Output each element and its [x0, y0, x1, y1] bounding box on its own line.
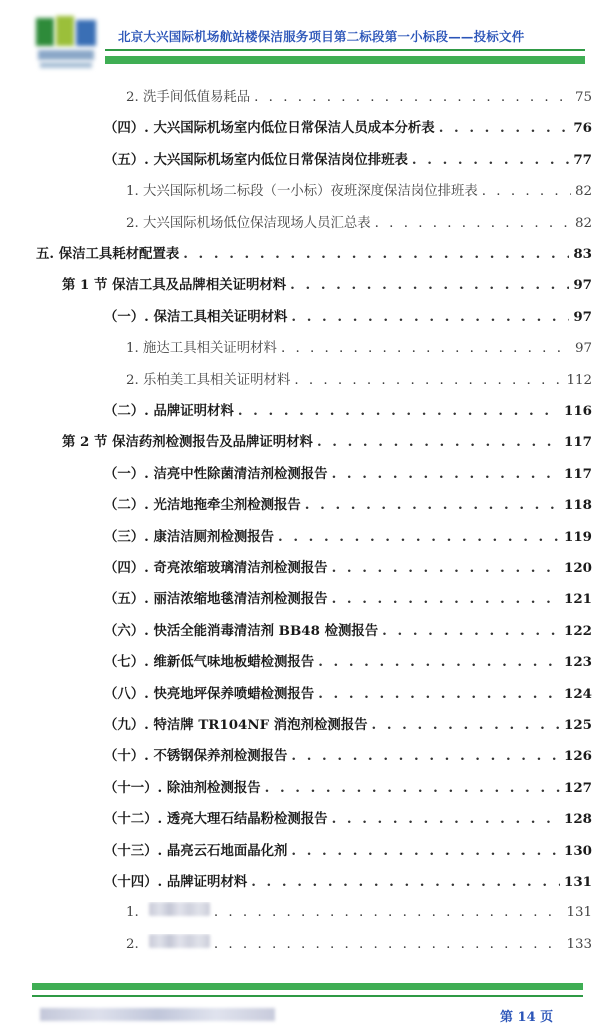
toc-entry-page: 77	[573, 151, 592, 168]
toc-entry[interactable]	[104, 714, 592, 736]
toc-entry[interactable]	[104, 745, 592, 767]
toc-entry[interactable]	[104, 808, 592, 830]
toc-entry[interactable]	[104, 526, 592, 548]
toc-entry[interactable]	[104, 588, 592, 610]
document-header-title: 北京大兴国际机场航站楼保洁服务项目第二标段第一小标段——投标文件	[118, 29, 525, 44]
toc-leader-dots	[412, 152, 569, 168]
toc-entry-page: 117	[564, 465, 592, 482]
toc-leader-dots	[318, 654, 560, 670]
toc-entry[interactable]	[126, 86, 592, 108]
toc-entry-label: （十四）. 品牌证明材料	[104, 874, 248, 890]
toc-entry-label: （二）. 品牌证明材料	[104, 403, 234, 419]
toc-entry-label: （二）. 光洁地拖牵尘剂检测报告	[104, 497, 301, 514]
toc-entry[interactable]	[126, 180, 592, 202]
footer-rule-thin	[32, 995, 583, 997]
toc-entry[interactable]	[104, 117, 592, 139]
toc-entry-label: 第 1 节 保洁工具及品牌相关证明材料	[62, 277, 287, 294]
toc-entry-page: 97	[573, 308, 592, 325]
toc-leader-dots	[439, 120, 570, 136]
toc-entry-blurred-text	[149, 934, 210, 948]
toc-entry[interactable]	[126, 369, 592, 391]
toc-entry-label: （一）. 保洁工具相关证明材料	[104, 308, 288, 325]
toc-entry[interactable]	[126, 902, 592, 924]
toc-entry-page: 76	[573, 120, 592, 137]
toc-entry-page: 125	[564, 717, 592, 733]
toc-entry-label: （六）. 快活全能消毒清洁剂 BB48 检测报告	[104, 622, 379, 639]
toc-leader-dots	[294, 373, 562, 388]
toc-entry[interactable]	[104, 777, 592, 799]
toc-entry-label: （五）. 大兴国际机场室内低位日常保洁岗位排班表	[104, 151, 408, 168]
toc-leader-dots	[372, 717, 561, 733]
toc-entry[interactable]	[104, 620, 592, 642]
toc-entry-page: 117	[564, 434, 592, 451]
toc-entry-label: （四）. 奇亮浓缩玻璃清洁剂检测报告	[104, 560, 328, 576]
toc-entry-page: 97	[574, 341, 592, 357]
toc-entry-label: 2. 大兴国际机场低位保洁现场人员汇总表	[126, 215, 371, 231]
toc-leader-dots	[482, 184, 571, 199]
toc-entry[interactable]	[104, 871, 592, 893]
toc-entry[interactable]	[104, 306, 592, 328]
toc-entry-page: 116	[564, 403, 592, 419]
toc-entry-blurred-text	[149, 902, 210, 916]
company-logo	[32, 14, 102, 74]
toc-leader-dots	[332, 466, 560, 482]
toc-entry-page: 112	[566, 372, 592, 388]
toc-leader-dots	[265, 780, 560, 796]
toc-entry-page: 131	[564, 874, 592, 890]
toc-entry-page: 119	[564, 528, 592, 545]
toc-entry[interactable]	[36, 243, 592, 265]
toc-entry[interactable]	[104, 840, 592, 862]
toc-entry-page: 123	[564, 654, 592, 671]
toc-entry-label: （三）. 康洁洁厕剂检测报告	[104, 528, 275, 545]
toc-leader-dots	[305, 497, 560, 513]
toc-entry[interactable]	[104, 494, 592, 516]
toc-entry-page: 130	[564, 842, 592, 859]
toc-leader-dots	[317, 434, 560, 450]
toc-entry-page: 127	[564, 779, 592, 796]
toc-entry-label: 1.	[126, 905, 139, 921]
toc-entry[interactable]	[126, 337, 592, 359]
toc-entry-label: 2.	[126, 936, 139, 952]
toc-entry[interactable]	[104, 683, 592, 705]
toc-entry-page: 75	[574, 90, 592, 105]
toc-leader-dots	[375, 216, 571, 231]
toc-leader-dots	[251, 874, 560, 890]
toc-entry-page: 126	[564, 748, 592, 765]
toc-entry-label: 1. 施达工具相关证明材料	[126, 341, 277, 357]
toc-entry-page: 133	[566, 936, 592, 952]
toc-entry-label: 2. 乐柏美工具相关证明材料	[126, 372, 291, 388]
toc-entry-label: （八）. 快亮地坪保养喷蜡检测报告	[104, 685, 315, 702]
toc-entry-page: 121	[564, 591, 592, 608]
toc-entry[interactable]	[104, 463, 592, 485]
toc-entry-label: （十三）. 晶亮云石地面晶化剂	[104, 842, 288, 859]
toc-entry-label: （四）. 大兴国际机场室内低位日常保洁人员成本分析表	[104, 120, 435, 137]
toc-leader-dots	[238, 403, 560, 419]
toc-leader-dots	[332, 811, 560, 827]
toc-leader-dots	[291, 309, 569, 325]
toc-entry[interactable]	[104, 400, 592, 422]
toc-leader-dots	[214, 905, 563, 920]
toc-entry-label: （五）. 丽洁浓缩地毯清洁剂检测报告	[104, 591, 328, 608]
toc-entry-page: 82	[574, 184, 592, 200]
toc-entry-label: （九）. 特洁牌 TR104NF 消泡剂检测报告	[104, 717, 368, 733]
toc-entry-label: 2. 洗手间低值易耗品	[126, 90, 251, 105]
toc-entry-label: （七）. 维新低气味地板蜡检测报告	[104, 654, 315, 671]
toc-leader-dots	[254, 90, 571, 105]
toc-leader-dots	[183, 246, 569, 262]
footer-rule-thick	[32, 983, 583, 990]
toc-leader-dots	[332, 560, 560, 576]
toc-leader-dots	[332, 591, 560, 607]
toc-entry-page: 118	[564, 497, 592, 514]
toc-entry-label: （十）. 不锈钢保养剂检测报告	[104, 748, 288, 765]
toc-entry[interactable]	[126, 934, 592, 956]
toc-entry-page: 97	[573, 277, 592, 294]
toc-entry[interactable]	[104, 651, 592, 673]
toc-entry-page: 124	[564, 685, 592, 702]
header-rule-thin	[105, 49, 585, 51]
toc-entry-label: 第 2 节 保洁药剂检测报告及品牌证明材料	[62, 434, 313, 451]
toc-leader-dots	[291, 748, 560, 764]
page-number: 第 14 页	[500, 1010, 554, 1025]
toc-leader-dots	[278, 529, 560, 545]
toc-entry-page: 83	[573, 246, 592, 262]
toc-entry-label: （十二）. 透亮大理石结晶粉检测报告	[104, 811, 328, 828]
toc-entry-page: 82	[574, 215, 592, 231]
toc-leader-dots	[318, 686, 560, 702]
toc-entry[interactable]	[104, 557, 592, 579]
toc-leader-dots	[214, 937, 563, 952]
toc-leader-dots	[281, 341, 571, 356]
header-rule-thick	[105, 56, 585, 64]
toc-entry-label: 1. 大兴国际机场二标段（一小标）夜班深度保洁岗位排班表	[126, 184, 478, 200]
toc-entry-label: （一）. 洁亮中性除菌清洁剂检测报告	[104, 465, 328, 482]
toc-leader-dots	[290, 277, 569, 293]
toc-entry[interactable]	[62, 274, 592, 296]
toc-entry-page: 122	[564, 622, 592, 639]
toc-entry-label: 五. 保洁工具耗材配置表	[36, 246, 180, 262]
toc-entry[interactable]	[62, 431, 592, 453]
toc-entry-label: （十一）. 除油剂检测报告	[104, 779, 261, 796]
toc-entry[interactable]	[126, 212, 592, 234]
toc-entry-page: 128	[564, 811, 592, 828]
toc-leader-dots	[382, 623, 560, 639]
footer-blurred-text	[40, 1008, 275, 1021]
toc-leader-dots	[291, 843, 560, 859]
toc-entry-page: 131	[566, 905, 592, 921]
toc-entry[interactable]	[104, 149, 592, 171]
toc-entry-page: 120	[564, 560, 592, 576]
